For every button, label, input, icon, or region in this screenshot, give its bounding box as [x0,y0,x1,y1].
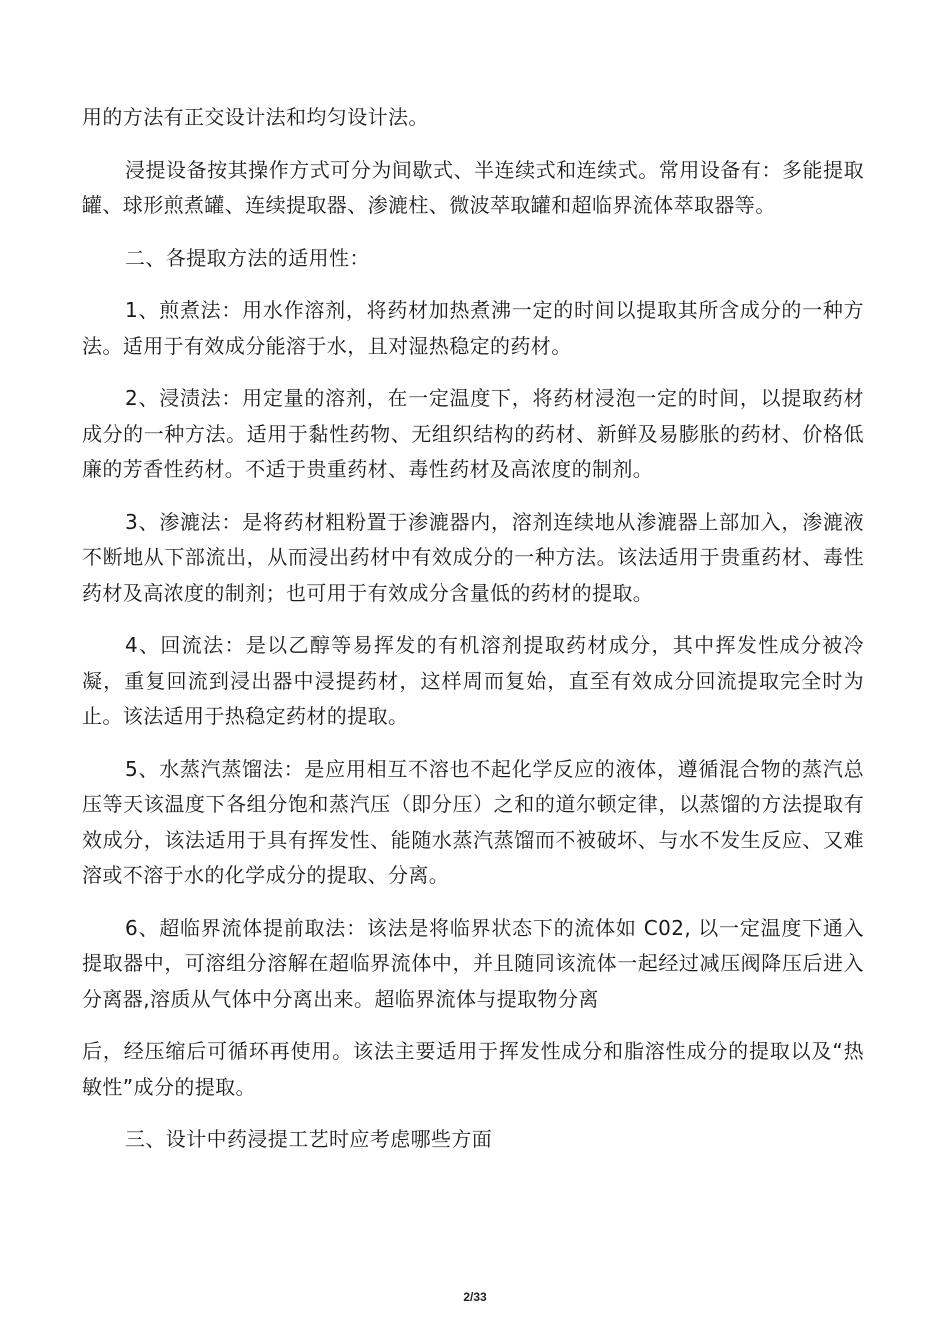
paragraph-supercritical-continued: 后，经压缩后可循环再使用。该法主要适用于挥发性成分和脂溶性成分的提取以及“热敏性”成分的提取。 [82,1039,864,1099]
paragraph-percolation-method: 3、渗漉法：是将药材粗粉置于渗漉器内，溶剂连续地从渗漉器上部加入，渗漉液不断地从下部流出，从而浸出药材中有效成分的一种方法。该法适用于贵重药材、毒性药材及高浓度的制剂；也可用于有效成分含量低的药材的提取。 [82,509,864,605]
paragraph-reflux-method: 4、回流法：是以乙醇等易挥发的有机溶剂提取药材成分，其中挥发性成分被冷凝，重复回流到浸出器中浸提药材，这样周而复始，直至有效成分回流提取完全时为止。该法适用于热稳定药材的提取。 [82,633,864,728]
section-heading-applicability: 二、各提取方法的适用性： [125,245,370,270]
paragraph-design-methods: 用的方法有正交设计法和均匀设计法。 [82,105,429,129]
paragraph-supercritical-fluid-method: 6、超临界流体提前取法：该法是将临界状态下的流体如 C02, 以一定温度下通入提取器中，可溶组分溶解在超临界流体中，并且随同该流体一起经过减压阀降压后进入分离器,溶质从气体中分离出来。超临界流体与提取物分离 [82,915,864,1011]
paragraph-steam-distillation-method: 5、水蒸汽蒸馏法：是应用相互不溶也不起化学反应的液体，遵循混合物的蒸汽总压等天该温度下各组分饱和蒸汽压（即分压）之和的道尔顿定律，以蒸馏的方法提取有效成分，该法适用于具有挥发性、能随水蒸汽蒸馏而不被破坏、与水不发生反应、又难溶或不溶于水的化学成分的提取、分离。 [82,756,864,887]
section-heading-process-design: 三、设计中药浸提工艺时应考虑哪些方面 [125,1127,493,1151]
paragraph-decoction-method: 1、煎煮法：用水作溶剂，将药材加热煮沸一定的时间以提取其所含成分的一种方法。适用于有效成分能溶于水，且对湿热稳定的药材。 [82,298,864,358]
page-number: 2/33 [463,1290,487,1304]
document-body [82,100,864,1158]
paragraph-maceration-method: 2、浸渍法：用定量的溶剂，在一定温度下，将药材浸泡一定的时间，以提取药材成分的一种方法。适用于黏性药物、无组织结构的药材、新鲜及易膨胀的药材、价格低廉的芳香性药材。不适于贵重药材、毒性药材及高浓度的制剂。 [82,386,864,481]
paragraph-extraction-equipment: 浸提设备按其操作方式可分为间歇式、半连续式和连续式。常用设备有：多能提取罐、球形煎煮罐、连续提取器、渗漉柱、微波萃取罐和超临界流体萃取器等。 [82,157,864,217]
